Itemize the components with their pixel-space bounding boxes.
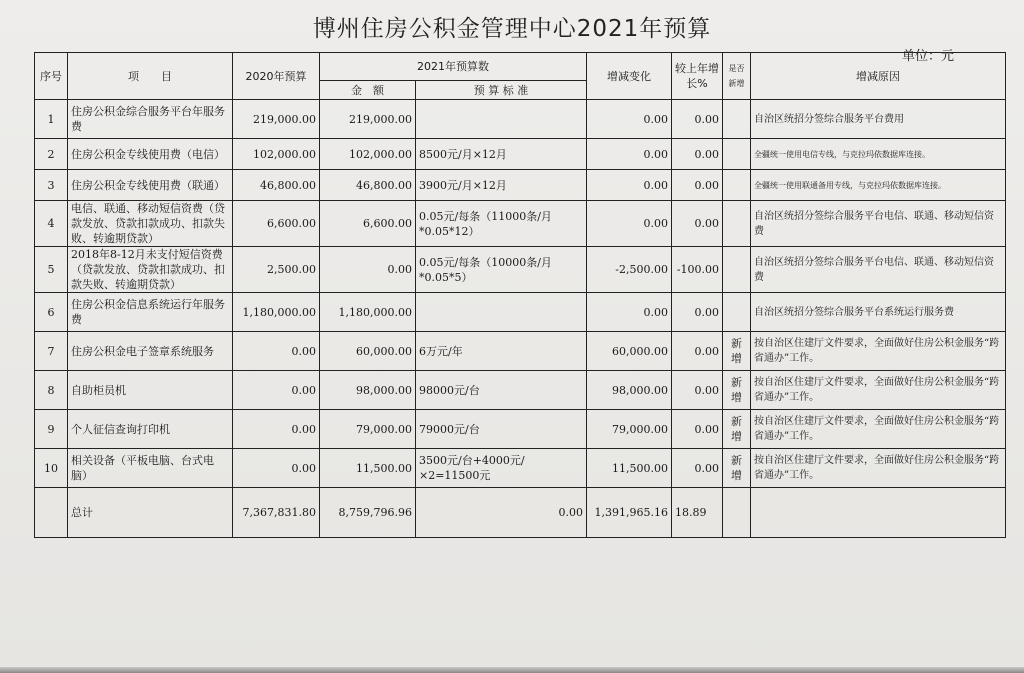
table-row [35,332,1006,371]
row-2020: 46,800.00 [233,170,320,201]
row-change: 79,000.00 [587,410,672,449]
row-reason: 自治区统招分签综合服务平台电信、联通、移动短信资费 [751,247,1006,293]
row-no: 1 [35,100,68,139]
row-is-new [723,293,751,332]
table-row [35,449,1006,488]
row-reason: 自治区统招分签综合服务平台系统运行服务费 [751,293,1006,332]
header-reason: 增减原因 [751,53,1006,100]
row-2020: 0.00 [233,371,320,410]
header-amount: 金 额 [320,81,416,100]
row-2020: 0.00 [233,410,320,449]
row-is-new [723,170,751,201]
total-no-cell [35,488,68,538]
row-no: 6 [35,293,68,332]
row-amount: 219,000.00 [320,100,416,139]
total-2020: 7,367,831.80 [233,488,320,538]
row-reason: 按自治区住建厅文件要求，全面做好住房公积金服务“跨省通办”工作。 [751,410,1006,449]
row-growth: 0.00 [672,170,723,201]
header-is-new: 是否新增 [723,53,751,100]
row-standard: 98000元/台 [416,371,587,410]
row-2020: 102,000.00 [233,139,320,170]
row-standard: 8500元/月×12月 [416,139,587,170]
row-no: 7 [35,332,68,371]
row-reason: 自治区统招分签综合服务平台费用 [751,100,1006,139]
row-is-new: 新增 [723,371,751,410]
row-is-new [723,100,751,139]
row-no: 2 [35,139,68,170]
row-item: 住房公积金综合服务平台年服务费 [68,100,233,139]
row-no: 4 [35,201,68,247]
row-is-new [723,139,751,170]
row-change: 98,000.00 [587,371,672,410]
table-row [35,139,1006,170]
row-item: 个人征信查询打印机 [68,410,233,449]
row-item: 住房公积金信息系统运行年服务费 [68,293,233,332]
row-reason: 全疆统一使用联通备用专线，与克拉玛依数据库连接。 [751,170,1006,201]
unit-label: 单位：元 [902,49,955,64]
table-row [35,100,1006,139]
row-standard: 3900元/月×12月 [416,170,587,201]
header-2021: 2021年预算数 [320,53,587,81]
row-change: 0.00 [587,170,672,201]
row-is-new [723,247,751,293]
row-amount: 1,180,000.00 [320,293,416,332]
row-item: 相关设备（平板电脑、台式电脑） [68,449,233,488]
header-growth: 较上年增长% [672,53,723,100]
row-2020: 2,500.00 [233,247,320,293]
row-no: 5 [35,247,68,293]
row-growth: 0.00 [672,201,723,247]
row-amount: 79,000.00 [320,410,416,449]
row-standard: 79000元/台 [416,410,587,449]
row-amount: 46,800.00 [320,170,416,201]
row-item: 住房公积金专线使用费（电信） [68,139,233,170]
total-row [35,488,1006,538]
page-title: 博州住房公积金管理中心2021年预算 [312,16,712,42]
total-amount: 8,759,796.96 [320,488,416,538]
row-reason: 按自治区住建厅文件要求，全面做好住房公积金服务“跨省通办”工作。 [751,449,1006,488]
row-2020: 219,000.00 [233,100,320,139]
total-change: 1,391,965.16 [587,488,672,538]
row-standard: 6万元/年 [416,332,587,371]
row-growth: 0.00 [672,332,723,371]
total-reason [751,488,1006,538]
row-standard: 0.05元/每条（10000条/月*0.05*5） [416,247,587,293]
row-amount: 6,600.00 [320,201,416,247]
table-row [35,371,1006,410]
row-amount: 0.00 [320,247,416,293]
row-2020: 0.00 [233,332,320,371]
row-item: 2018年8-12月未支付短信资费（贷款发放、贷款扣款成功、扣款失败、转逾期贷款） [68,247,233,293]
row-standard [416,100,587,139]
row-no: 8 [35,371,68,410]
header-item: 项 目 [68,53,233,100]
row-amount: 98,000.00 [320,371,416,410]
total-growth: 18.89 [672,488,723,538]
row-growth: 0.00 [672,139,723,170]
table-row [35,293,1006,332]
row-amount: 11,500.00 [320,449,416,488]
row-reason: 按自治区住建厅文件要求，全面做好住房公积金服务“跨省通办”工作。 [751,332,1006,371]
row-growth: 0.00 [672,100,723,139]
row-change: 0.00 [587,100,672,139]
page-edge [0,667,1024,673]
row-item: 电信、联通、移动短信资费（贷款发放、贷款扣款成功、扣款失败、转逾期贷款） [68,201,233,247]
row-reason: 自治区统招分签综合服务平台电信、联通、移动短信资费 [751,201,1006,247]
total-is-new [723,488,751,538]
total-standard: 0.00 [416,488,587,538]
row-is-new [723,201,751,247]
header-standard: 预 算 标 准 [416,81,587,100]
row-item: 住房公积金电子签章系统服务 [68,332,233,371]
row-change: 11,500.00 [587,449,672,488]
row-2020: 0.00 [233,449,320,488]
row-change: 0.00 [587,293,672,332]
row-reason: 按自治区住建厅文件要求，全面做好住房公积金服务“跨省通办”工作。 [751,371,1006,410]
header-no: 序号 [35,53,68,100]
row-growth: 0.00 [672,293,723,332]
row-growth: 0.00 [672,410,723,449]
row-standard: 3500元/台+4000元/×2=11500元 [416,449,587,488]
row-standard: 0.05元/每条（11000条/月*0.05*12） [416,201,587,247]
row-2020: 1,180,000.00 [233,293,320,332]
header-2020: 2020年预算 [233,53,320,100]
budget-table [34,52,1006,538]
header-change: 增减变化 [587,53,672,100]
row-no: 10 [35,449,68,488]
table-row [35,410,1006,449]
row-is-new: 新增 [723,410,751,449]
row-no: 3 [35,170,68,201]
row-amount: 102,000.00 [320,139,416,170]
row-item: 住房公积金专线使用费（联通） [68,170,233,201]
row-change: 0.00 [587,139,672,170]
total-label: 总计 [68,488,233,538]
row-no: 9 [35,410,68,449]
row-change: 0.00 [587,201,672,247]
row-standard [416,293,587,332]
row-item: 自助柜员机 [68,371,233,410]
row-change: 60,000.00 [587,332,672,371]
table-row [35,247,1006,293]
row-change: -2,500.00 [587,247,672,293]
row-reason: 全疆统一使用电信专线，与克拉玛依数据库连接。 [751,139,1006,170]
row-is-new: 新增 [723,332,751,371]
row-growth: 0.00 [672,371,723,410]
row-2020: 6,600.00 [233,201,320,247]
row-growth: -100.00 [672,247,723,293]
table-row [35,170,1006,201]
table-row [35,201,1006,247]
row-amount: 60,000.00 [320,332,416,371]
row-is-new: 新增 [723,449,751,488]
row-growth: 0.00 [672,449,723,488]
